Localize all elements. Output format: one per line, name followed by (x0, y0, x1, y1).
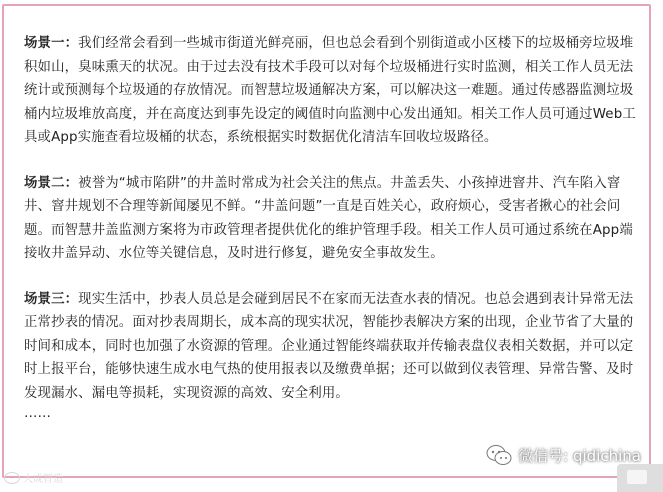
corner-badge (617, 464, 663, 492)
wechat-id-label: 微信号: qidichina (518, 446, 641, 465)
scene-label: 场景一： (24, 36, 79, 51)
ellipsis: …… (24, 406, 52, 421)
wechat-watermark (486, 444, 641, 466)
watermark-logo-icon (4, 472, 20, 484)
scene-text: 被誉为“城市陷阱”的井盖时常成为社会关注的焦点。井盖丢失、小孩掉进窨井、汽车陷入窨井、窨井规划不合理等新闻屡见不鲜。“井盖问题”一直是百姓关心，政府烦心，受害者揪心的社会问题。而智慧井盖监测方案将为市政管理者提供优化的维护管理手段。相关工作人员可通过系统在App端接收井盖异动、水位等关键信息，及时进行修复，避免安全事故发生。 (24, 175, 633, 261)
source-watermark (4, 470, 63, 485)
scene-label: 场景二： (24, 175, 79, 191)
scene-paragraph-2 (24, 172, 636, 266)
scene-text: 现实生活中，抄表人员总是会碰到居民不在家而无法查水表的情况。也总会遇到表计异常无法正常抄表的情况。面对抄表周期长，成本高的现实状况，智能抄表解决方案的出现，企业节省了大量的时间和成本，同时也加强了水资源的管理。企业通过智能终端获取并传输表盘仪表相关数据，并可以定时上报平台，能够快速生成水电气热的使用报表以及缴费单据；还可以做到仪表管理、异常告警、及时发现漏水、漏电等损耗，实现资源的高效、安全利用。 (24, 291, 634, 401)
scene-label: 场景三： (24, 291, 79, 307)
scene-paragraph-1 (24, 32, 636, 150)
scene-paragraph-3 (24, 288, 636, 406)
corner-badge-icon (627, 470, 647, 484)
watermark-text: 大成智造 (23, 474, 63, 485)
article-body (24, 32, 636, 423)
wechat-icon (486, 444, 512, 466)
scene-text: 我们经常会看到一些城市街道光鲜亮丽，但也总会看到个别街道或小区楼下的垃圾桶旁垃圾堆积如山，臭味熏天的状况。由于过去没有技术手段可以对每个垃圾桶进行实时监测，相关工作人员无法统计或预测每个垃圾通的存放情况。而智慧垃圾通解决方案，可以解决这一难题。通过传感器监测垃圾桶内垃圾堆放高度，并在高度达到事先设定的阈值时向监测中心发出通知。相关工作人员可通过Web工具或App实施查看垃圾桶的状态，系统根据实时数据优化清洁车回收垃圾路径。 (24, 36, 636, 145)
